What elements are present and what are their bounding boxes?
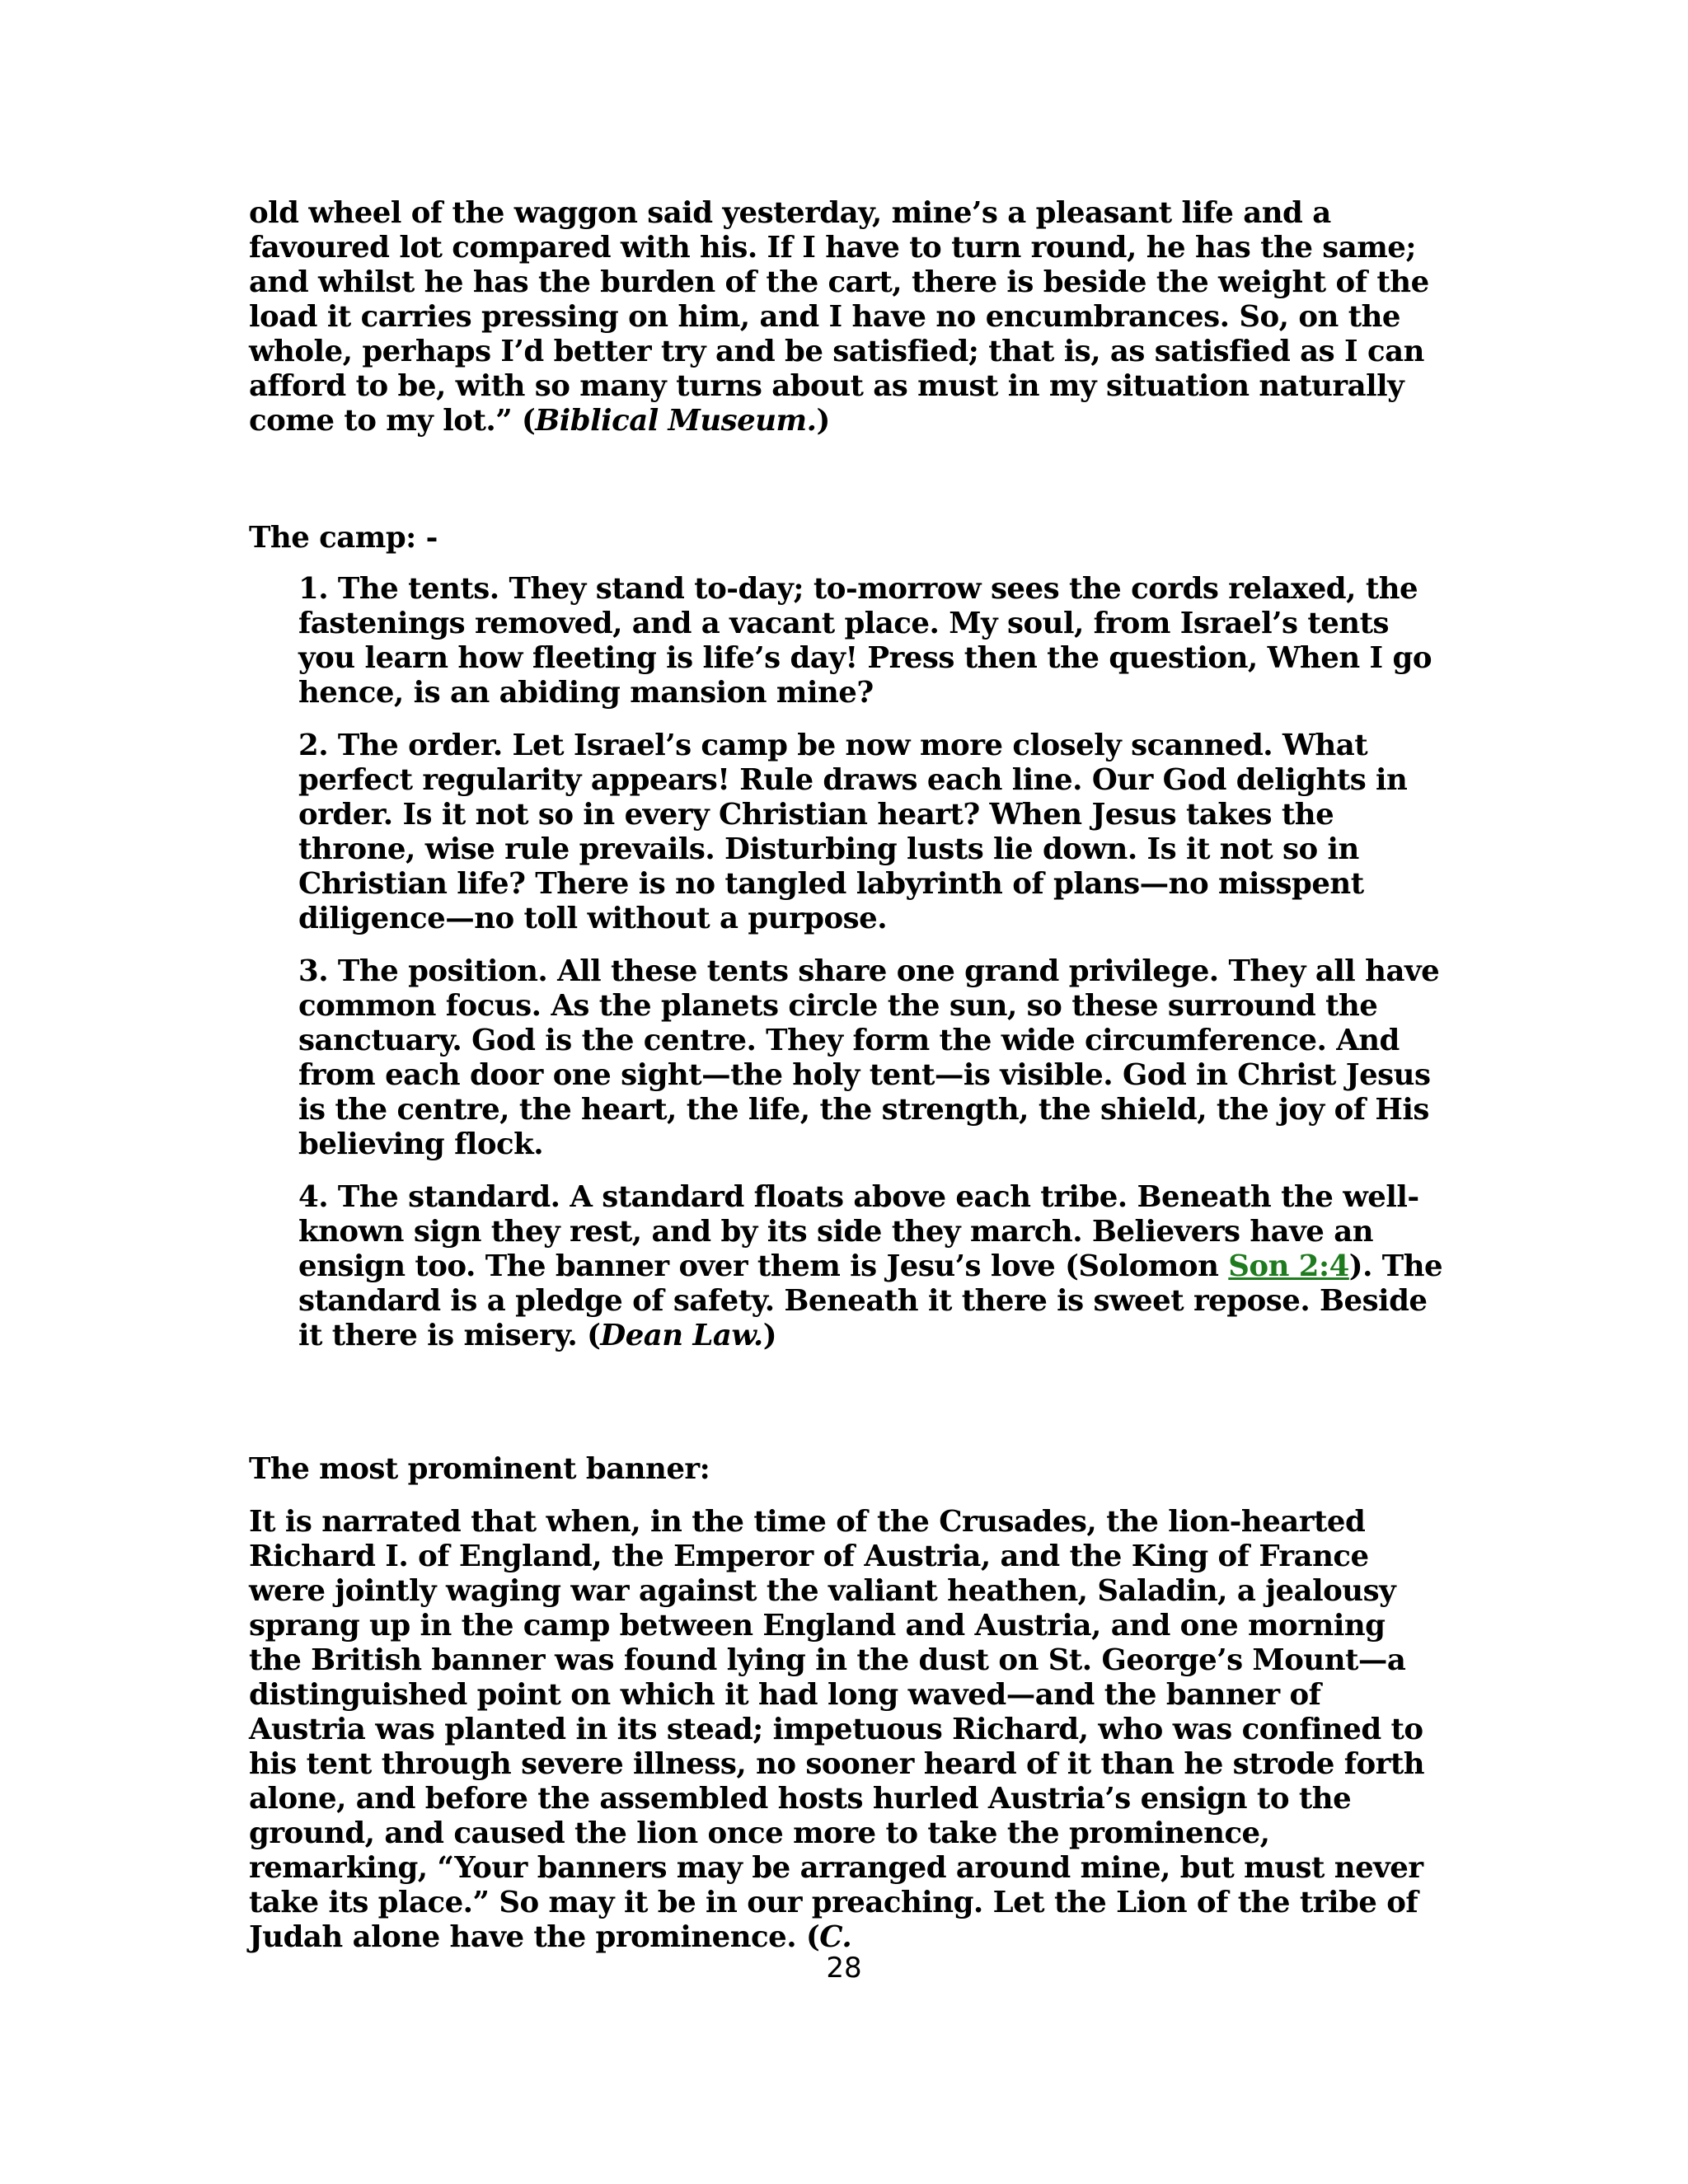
source-citation: C. [819,1920,852,1954]
source-citation: Dean Law. [600,1319,763,1352]
paragraph-crusades: It is narrated that when, in the time of the Crusades, the lion-hearted Richard I. of England, the Emperor of Austria, and the King of France were jointly waging war against the valiant heathen, Saladin, a jealousy sprang up in the camp between England and Austria, and one morning the British banner was found lying in the dust on St. George’s Mount—a distinguished point on which it had long waved—and the banner of Austria was planted in its stead; impetuous Richard, who was confined to his tent through severe illness, no sooner heard of it than he strode forth alone, and before the assembled hosts hurled Austria’s ensign to the ground, and caused the lion once more to take the prominence, remarking, “Your banners may be arranged around mine, but must never take its place.” So may it be in our preaching. Let the Lion of the tribe of Judah alone have the prominence. (C. [249,1505,1425,1954]
source-citation: Biblical Museum. [535,404,817,438]
list-item-position: 3. The position. All these tents share one grand privilege. They all have common focus. As the planets circle the sun, so these surround the sanctuary. God is the centre. They form the wide circumference. And from each door one sight—the holy tent—is visible. God in Christ Jesus is the centre, the heart, the life, the strength, the shield, the joy of His believing flock. [298,954,1440,1161]
list-item-order: 2. The order. Let Israel’s camp be now more closely scanned. What perfect regularity appears! Rule draws each line. Our God delights in order. Is it not so in every Christian heart? When Jesus takes the throne, wise rule prevails. Disturbing lusts lie down. Is it not so in Christian life? There is no tangled labyrinth of plans—no misspent diligence—no toll without a purpose. [298,729,1408,935]
section-heading-banner: The most prominent banner: [249,1452,710,1486]
section-heading-camp: The camp: - [249,521,438,555]
camp-list [249,572,1444,1353]
list-item-tents: 1. The tents. They stand to-day; to-morrow sees the cords relaxed, the fastenings removed, and a vacant place. My soul, from Israel’s tents you learn how fleeting is life’s day! Press then the question, When I go hence, is an abiding mansion mine? [298,572,1432,710]
page-content [249,196,1444,1955]
paragraph-waggon-wheel: old wheel of the waggon said yesterday, mine’s a pleasant life and a favoured lot compared with his. If I have to turn round, he has the same; and whilst he has the burden of the cart, there is beside the weight of the load it carries pressing on him, and I have no encumbrances. So, on the whole, perhaps I’d better try and be satisfied; that is, as satisfied as I can afford to be, with so many turns about as must in my situation naturally come to my lot.” (Biblical Museum.) [249,196,1429,438]
scripture-link[interactable]: Son 2:4 [1228,1249,1349,1283]
paragraph-text: old wheel of the waggon said yesterday, mine’s a pleasant life and a favoured lot compared with his. If I have to turn round, he has the same; and whilst he has the burden of the cart, there is beside the weight of the load it carries pressing on him, and I have no encumbrances. So, on the whole, perhaps I’d better try and be satisfied; that is, as satisfied as I can afford to be, with so many turns about as must in my situation naturally come to my lot.” ( [249,196,1429,438]
list-item-standard: 4. The standard. A standard floats above each tribe. Beneath the well-known sign they rest, and by its side they march. Believers have an ensign too. The banner over them is Jesu’s love (Solomon Son 2:4). The standard is a pledge of safety. Beneath it there is sweet repose. Beside it there is misery. (Dean Law.) [298,1180,1443,1352]
page-number: 28 [826,1952,862,1985]
